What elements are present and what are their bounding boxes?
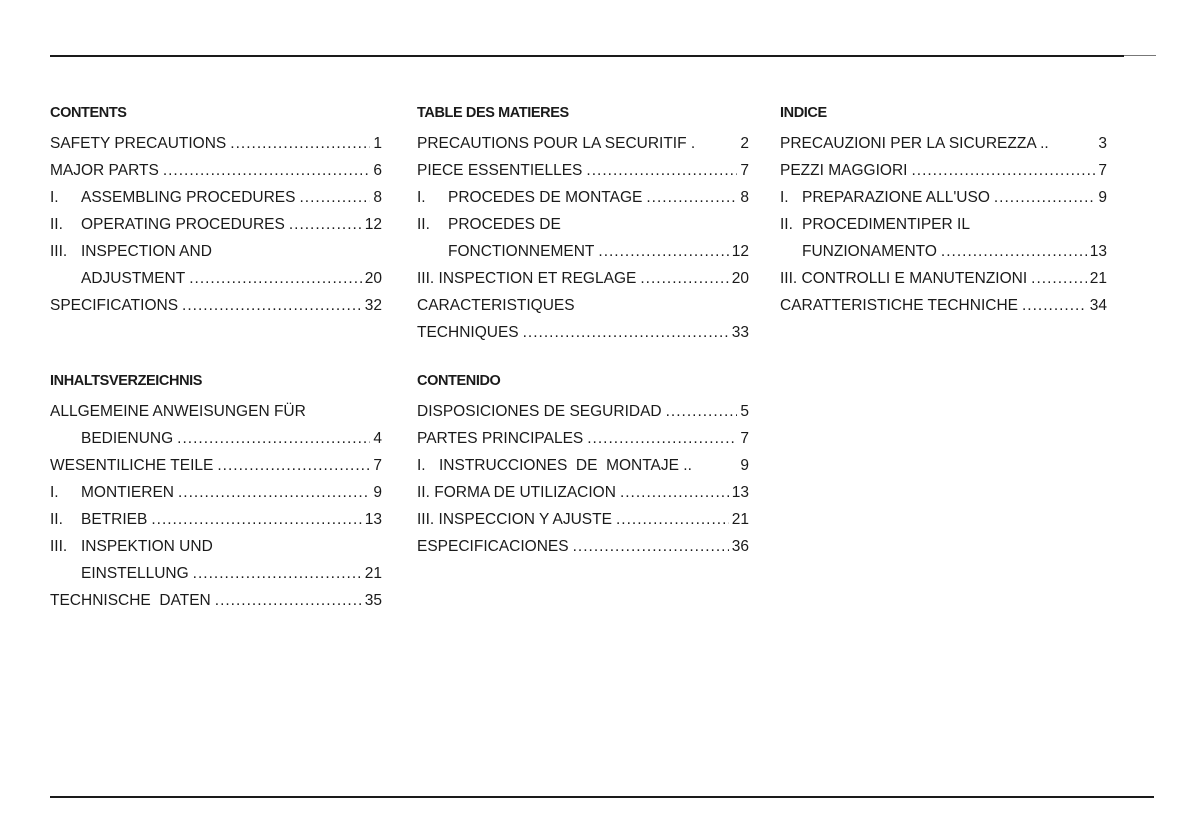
entry-numeral: I. — [780, 189, 789, 206]
page-number: 6 — [373, 162, 382, 179]
entry-text: PREPARAZIONE ALL'USO — [802, 189, 990, 206]
toc-entry[interactable] — [417, 506, 749, 533]
dot-leader — [573, 533, 729, 560]
entry-text: INSTRUCCIONES DE MONTAJE .. — [439, 457, 692, 474]
page-number: 9 — [740, 457, 749, 474]
entry-numeral: I. — [50, 189, 59, 206]
entry-numeral: II. — [417, 216, 430, 233]
entry-text: ADJUSTMENT — [81, 270, 186, 287]
entry-text: II. FORMA DE UTILIZACION — [417, 484, 616, 501]
page-number: 9 — [373, 484, 382, 501]
entry-text: OPERATING PROCEDURES — [81, 216, 285, 233]
page-number: 12 — [731, 243, 749, 260]
toc-entry[interactable] — [50, 184, 382, 211]
page-number: 36 — [731, 538, 749, 555]
entry-text: BETRIEB — [81, 511, 148, 528]
toc-entry[interactable] — [780, 157, 1107, 184]
entry-text: DISPOSICIONES DE SEGURIDAD — [417, 403, 662, 420]
dot-leader — [646, 184, 737, 211]
entry-text: INSPEKTION UND — [81, 538, 213, 555]
contents-section — [50, 104, 382, 319]
toc-entry[interactable] — [417, 479, 749, 506]
entry-text: III. INSPECCION Y AJUSTE — [417, 511, 612, 528]
dot-leader — [586, 157, 737, 184]
page-number: 32 — [364, 297, 382, 314]
dot-leader — [182, 292, 362, 319]
dot-leader — [523, 319, 729, 346]
dot-leader — [598, 238, 728, 265]
page-number: 4 — [373, 430, 382, 447]
toc-entry[interactable] — [417, 452, 749, 479]
top-rule — [50, 55, 1124, 57]
dot-leader — [587, 425, 737, 452]
page-number: 13 — [731, 484, 749, 501]
entry-numeral: II. — [780, 216, 793, 233]
entry-text: PRECAUTIONS POUR LA SECURITIF . — [417, 135, 696, 152]
toc-entry[interactable] — [50, 587, 382, 614]
toc-entry[interactable] — [417, 130, 749, 157]
toc-entry[interactable] — [780, 265, 1107, 292]
dot-leader — [941, 238, 1087, 265]
entry-text: PIECE ESSENTIELLES — [417, 162, 583, 179]
page-number: 8 — [740, 189, 749, 206]
entry-numeral: I. — [417, 189, 426, 206]
dot-leader — [616, 506, 729, 533]
entry-text: FONCTIONNEMENT — [448, 243, 595, 260]
inhaltsverzeichnis-section — [50, 372, 382, 614]
page-number: 2 — [740, 135, 749, 152]
entry-text: PEZZI MAGGIORI — [780, 162, 908, 179]
toc-entry[interactable] — [50, 425, 382, 452]
page-number: 20 — [731, 270, 749, 287]
dot-leader — [177, 425, 370, 452]
toc-entry[interactable] — [417, 319, 749, 346]
page-number: 5 — [740, 403, 749, 420]
dot-leader — [193, 560, 362, 587]
contenido-title: CONTENIDO — [417, 373, 501, 389]
table-des-matieres-title: TABLE DES MATIERES — [417, 105, 569, 121]
toc-entry[interactable] — [417, 425, 749, 452]
toc-entry[interactable] — [417, 157, 749, 184]
dot-leader — [666, 398, 738, 425]
toc-entry[interactable] — [417, 238, 749, 265]
toc-entry[interactable] — [50, 479, 382, 506]
entry-text: SPECIFICATIONS — [50, 297, 179, 314]
page-number: 1 — [373, 135, 382, 152]
table-des-matieres-section — [417, 104, 749, 346]
page-number: 34 — [1089, 297, 1107, 314]
entry-text: INSPECTION AND — [81, 243, 212, 260]
page-number: 7 — [740, 430, 749, 447]
entry-numeral: I. — [417, 457, 426, 474]
entry-text: PROCEDIMENTIPER IL — [802, 216, 970, 233]
entry-text: CARATTERISTICHE TECHNICHE — [780, 297, 1018, 314]
toc-entry[interactable] — [50, 130, 382, 157]
toc-entry[interactable] — [780, 211, 1107, 238]
page-number: 13 — [364, 511, 382, 528]
toc-entry[interactable] — [780, 130, 1107, 157]
toc-entry[interactable] — [780, 238, 1107, 265]
page-number: 3 — [1098, 135, 1107, 152]
dot-leader — [189, 265, 362, 292]
entry-text: ALLGEMEINE ANWEISUNGEN FÜR — [50, 403, 306, 420]
toc-entry[interactable] — [417, 211, 749, 238]
entry-text: BEDIENUNG — [81, 430, 174, 447]
toc-entry[interactable] — [50, 292, 382, 319]
toc-entry[interactable] — [50, 452, 382, 479]
toc-entry[interactable] — [50, 265, 382, 292]
entry-text: III. INSPECTION ET REGLAGE — [417, 270, 637, 287]
toc-entry[interactable] — [50, 211, 382, 238]
entry-text: FUNZIONAMENTO — [802, 243, 937, 260]
dot-leader — [217, 452, 370, 479]
page-number: 21 — [364, 565, 382, 582]
entry-text: MONTIEREN — [81, 484, 174, 501]
toc-entry[interactable] — [417, 292, 749, 319]
contents-title: CONTENTS — [50, 105, 127, 121]
entry-text: TECHNISCHE DATEN — [50, 592, 211, 609]
indice-title: INDICE — [780, 105, 827, 121]
page-number: 35 — [364, 592, 382, 609]
entry-text: MAJOR PARTS — [50, 162, 159, 179]
page-number: 21 — [1089, 270, 1107, 287]
toc-entry[interactable] — [50, 238, 382, 265]
toc-entry[interactable] — [417, 265, 749, 292]
dot-leader — [215, 587, 362, 614]
dot-leader — [163, 157, 371, 184]
entry-text: ASSEMBLING PROCEDURES — [81, 189, 296, 206]
dot-leader — [1031, 265, 1087, 292]
entry-text: PRECAUZIONI PER LA SICUREZZA .. — [780, 135, 1049, 152]
toc-entry[interactable] — [417, 184, 749, 211]
page-number: 33 — [731, 324, 749, 341]
page-number: 7 — [373, 457, 382, 474]
entry-text: EINSTELLUNG — [81, 565, 189, 582]
entry-text: ESPECIFICACIONES — [417, 538, 569, 555]
entry-text: III. CONTROLLI E MANUTENZIONI — [780, 270, 1028, 287]
dot-leader — [151, 506, 361, 533]
toc-entry[interactable] — [417, 533, 749, 560]
entry-text: WESENTILICHE TEILE — [50, 457, 214, 474]
entry-text: PROCEDES DE — [448, 216, 561, 233]
toc-entry[interactable] — [50, 533, 382, 560]
entry-numeral: III. — [50, 243, 68, 260]
page-number: 12 — [364, 216, 382, 233]
bottom-rule — [50, 796, 1154, 798]
entry-text: SAFETY PRECAUTIONS — [50, 135, 227, 152]
inhaltsverzeichnis-title: INHALTSVERZEICHNIS — [50, 373, 203, 389]
dot-leader — [620, 479, 729, 506]
indice-section — [780, 104, 1107, 319]
page-number: 20 — [364, 270, 382, 287]
entry-numeral: II. — [50, 216, 63, 233]
contenido-section — [417, 372, 749, 560]
toc-entry[interactable] — [780, 184, 1107, 211]
entry-text: TECHNIQUES — [417, 324, 519, 341]
toc-entry[interactable] — [50, 560, 382, 587]
dot-leader — [178, 479, 370, 506]
dot-leader — [299, 184, 370, 211]
dot-leader — [994, 184, 1096, 211]
page-number: 7 — [740, 162, 749, 179]
entry-numeral: I. — [50, 484, 59, 501]
page-number: 7 — [1098, 162, 1107, 179]
entry-text: CARACTERISTIQUES — [417, 297, 575, 314]
dot-leader — [230, 130, 370, 157]
dot-leader — [911, 157, 1095, 184]
page-number: 13 — [1089, 243, 1107, 260]
toc-entry[interactable] — [50, 506, 382, 533]
dot-leader — [640, 265, 728, 292]
entry-numeral: II. — [50, 511, 63, 528]
page-number: 8 — [373, 189, 382, 206]
page-number: 9 — [1098, 189, 1107, 206]
toc-entry[interactable] — [50, 398, 382, 425]
dot-leader — [1022, 292, 1087, 319]
entry-numeral: III. — [50, 538, 68, 555]
toc-entry[interactable] — [417, 398, 749, 425]
dot-leader — [289, 211, 362, 238]
entry-text: PARTES PRINCIPALES — [417, 430, 584, 447]
entry-text: PROCEDES DE MONTAGE — [448, 189, 643, 206]
page-number: 21 — [731, 511, 749, 528]
toc-entry[interactable] — [780, 292, 1107, 319]
toc-entry[interactable] — [50, 157, 382, 184]
